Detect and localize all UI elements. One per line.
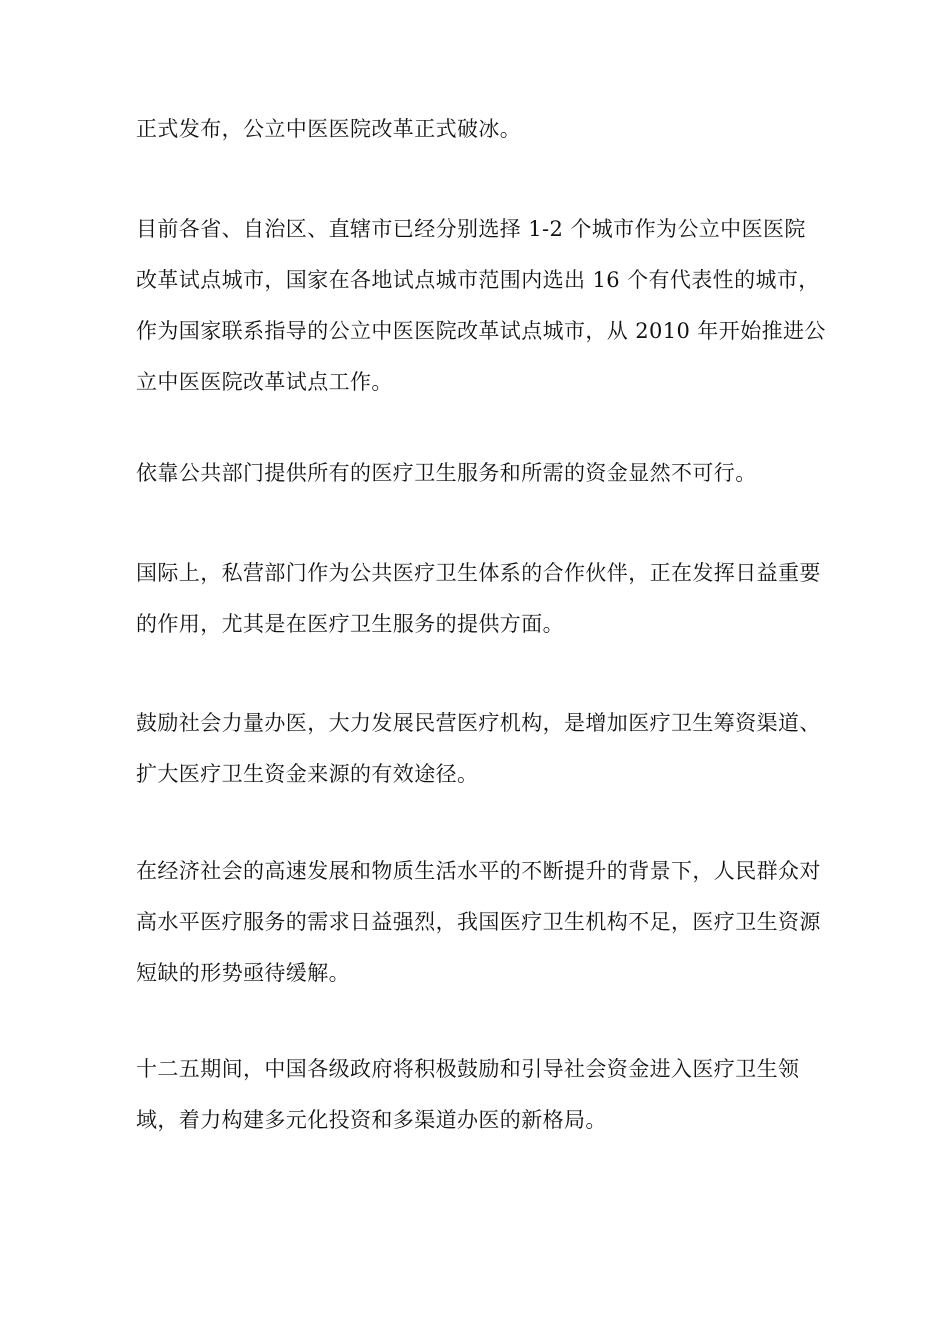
paragraph-7: 十二五期间，中国各级政府将积极鼓励和引导社会资金进入医疗卫生领域，着力构建多元化投资和多渠道办医的新格局。 — [136, 1057, 800, 1132]
paragraph-2: 目前各省、自治区、直辖市已经分别选择 1-2 个城市作为公立中医医院改革试点城市，国家在各地试点城市范围内选出 16 个有代表性的城市，作为国家联系指导的公立中医医院改革试点城市，从 2010 年开始推进公立中医医院改革试点工作。 — [136, 217, 826, 394]
paragraph-6: 在经济社会的高速发展和物质生活水平的不断提升的背景下，人民群众对高水平医疗服务的需求日益强烈，我国医疗卫生机构不足，医疗卫生资源短缺的形势亟待缓解。 — [136, 859, 821, 985]
paragraph-3: 依靠公共部门提供所有的医疗卫生服务和所需的资金显然不可行。 — [136, 461, 757, 485]
paragraph-4: 国际上，私营部门作为公共医疗卫生体系的合作伙伴，正在发挥日益重要的作用，尤其是在医疗卫生服务的提供方面。 — [136, 561, 821, 636]
paragraph-1: 正式发布，公立中医医院改革正式破冰。 — [136, 117, 522, 141]
paragraph-5: 鼓励社会力量办医，大力发展民营医疗机构，是增加医疗卫生筹资渠道、扩大医疗卫生资金来源的有效途径。 — [136, 711, 821, 786]
